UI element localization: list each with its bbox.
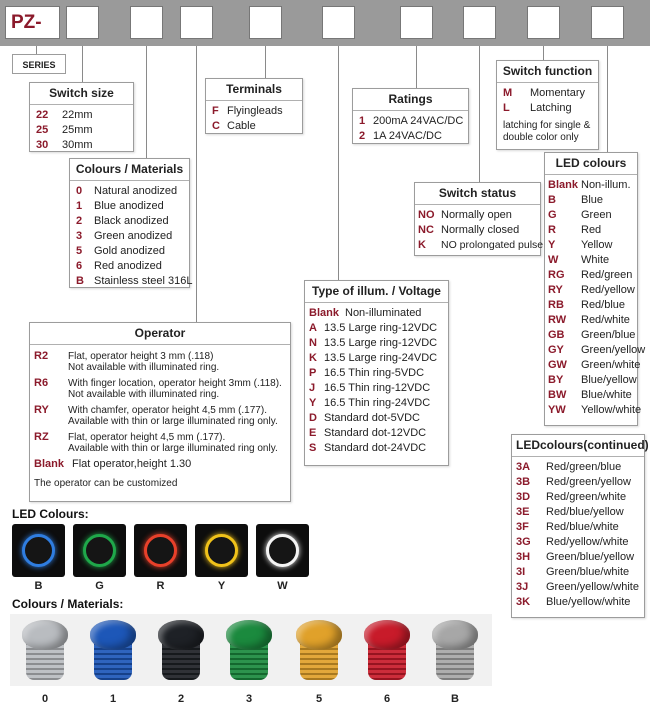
operator-title: Operator (30, 323, 290, 345)
code-box-operator (180, 6, 213, 39)
list-item: C Cable (212, 120, 256, 132)
knob-red (364, 620, 410, 682)
material-label: 3 (245, 693, 253, 705)
knob-cap-icon (432, 620, 478, 650)
material-label: B (451, 693, 459, 705)
list-item: G Green (548, 209, 612, 221)
switch-size-card (29, 82, 134, 152)
list-item: GW Green/white (548, 359, 641, 371)
code-box-size (66, 6, 99, 39)
code-box-function (527, 6, 560, 39)
list-item: Y Yellow (548, 239, 613, 251)
materials-section-title: Colours / Materials: (12, 597, 124, 611)
list-item: 3H Green/blue/yellow (516, 551, 635, 563)
list-item: E Standard dot-12VDC (309, 427, 427, 439)
connector-terminals (265, 46, 266, 78)
list-item: M Momentary (503, 87, 586, 99)
series-label: SERIES (12, 54, 66, 74)
led-label: B (34, 580, 43, 592)
list-item: NO Normally open (418, 209, 512, 221)
knob-cap-icon (22, 620, 68, 650)
list-item: 3A Red/green/blue (516, 461, 622, 473)
list-item: J 16.5 Thin ring-12VDC (309, 382, 431, 394)
list-item: Blank Flat operator,height 1.30 (34, 458, 192, 470)
list-item: 3B Red/green/yellow (516, 476, 631, 488)
code-box-terminals (249, 6, 282, 39)
list-item: 3G Red/yellow/white (516, 536, 629, 548)
operator-note: The operator can be customized (34, 478, 178, 489)
code-box-illumination (322, 6, 355, 39)
list-item: N 13.5 Large ring-12VDC (309, 337, 438, 349)
led-swatch-green (73, 524, 126, 577)
list-item: RY With chamfer, operator height 4,5 mm (.177). Available with thin or large illuminated ring only. (34, 404, 278, 427)
list-item: 3J Green/yellow/white (516, 581, 639, 593)
list-item: K NO prolongated pulse (418, 239, 544, 251)
connector-function (543, 46, 544, 60)
led-colours-card (544, 152, 646, 426)
list-item: W White (548, 254, 610, 266)
list-item: YW Yellow/white (548, 404, 642, 416)
code-box-led (591, 6, 624, 39)
led-colours-section-title: LED Colours: (12, 507, 89, 521)
list-item: R2 Flat, operator height 3 mm (.118) Not available with illuminated ring. (34, 350, 220, 373)
list-item: BW Blue/white (548, 389, 632, 401)
knob-blue (90, 620, 136, 682)
led-label: G (95, 580, 104, 592)
list-item: 30 30mm (36, 139, 93, 151)
list-item: NC Normally closed (418, 224, 520, 236)
list-item: RG Red/green (548, 269, 633, 281)
ratings-title: Ratings (353, 89, 468, 111)
list-item: 6 Red anodized (76, 260, 162, 272)
switch-size-title: Switch size (30, 83, 133, 105)
list-item: GY Green/yellow (548, 344, 646, 356)
list-item: F Flyingleads (212, 105, 283, 117)
terminals-card (205, 78, 303, 134)
list-item: 25 25mm (36, 124, 93, 136)
list-item: Blank Non-illum. (548, 179, 631, 191)
material-label: 6 (383, 693, 391, 705)
knob-cap-icon (226, 620, 272, 650)
led-label: R (156, 580, 165, 592)
list-item: R Red (548, 224, 602, 236)
list-item: RY Red/yellow (548, 284, 635, 296)
list-item: 3 Green anodized (76, 230, 173, 242)
list-item: 1 200mA 24VAC/DC (359, 115, 464, 127)
led-swatch-yellow (195, 524, 248, 577)
ratings-card (352, 88, 469, 144)
list-item: 22 22mm (36, 109, 93, 121)
list-item: D Standard dot-5VDC (309, 412, 420, 424)
list-item: 2 Black anodized (76, 215, 169, 227)
led-ring-icon (205, 534, 238, 567)
list-item: K 13.5 Large ring-24VDC (309, 352, 438, 364)
material-label: 2 (177, 693, 185, 705)
switch-status-card (414, 182, 544, 256)
list-item: 2 1A 24VAC/DC (359, 130, 442, 142)
connector-operator (196, 46, 197, 322)
code-box-colour (130, 6, 163, 39)
knob-black (158, 620, 204, 682)
led-ring-icon (22, 534, 55, 567)
list-item: B Blue (548, 194, 604, 206)
list-item: 3E Red/blue/yellow (516, 506, 624, 518)
list-item: RZ Flat, operator height 4,5 mm (.177). Available with thin or large illuminated ring only. (34, 431, 278, 454)
connector-colour (146, 46, 147, 158)
led-swatch-white (256, 524, 309, 577)
material-label: 0 (41, 693, 49, 705)
list-item: 3I Green/blue/white (516, 566, 630, 578)
led-colours-continued-card (511, 434, 649, 618)
materials-panel (10, 614, 492, 686)
led-swatch-red (134, 524, 187, 577)
material-label: 1 (109, 693, 117, 705)
led-label: W (277, 580, 288, 592)
knob-cap-icon (90, 620, 136, 650)
illumination-card (304, 280, 449, 466)
led-colours-title: LED colours (545, 153, 637, 175)
led-ring-icon (266, 534, 299, 567)
terminals-title: Terminals (206, 79, 302, 101)
led-label: Y (217, 580, 226, 592)
led-ring-icon (144, 534, 177, 567)
list-item: GB Green/blue (548, 329, 636, 341)
colours-materials-card (69, 158, 193, 288)
list-item: Y 16.5 Thin ring-24VDC (309, 397, 431, 409)
knob-cap-icon (296, 620, 342, 650)
connector-series (36, 46, 37, 54)
list-item: 3D Red/green/white (516, 491, 627, 503)
colours-materials-title: Colours / Materials (70, 159, 189, 181)
connector-led (607, 46, 608, 152)
code-box-ratings (400, 6, 433, 39)
list-item: Blank Non-illuminated (309, 307, 422, 319)
list-item: 1 Blue anodized (76, 200, 164, 212)
switch-function-note-1: latching for single & (503, 120, 591, 131)
knob-cap-icon (364, 620, 410, 650)
illumination-title: Type of illum. / Voltage (305, 281, 448, 303)
list-item: 0 Natural anodized (76, 185, 178, 197)
list-item: S Standard dot-24VDC (309, 442, 427, 454)
knob-stainless (432, 620, 478, 682)
knob-natural (22, 620, 68, 682)
switch-status-title: Switch status (415, 183, 540, 205)
code-prefix: PZ- (5, 6, 60, 39)
list-item: 3K Blue/yellow/white (516, 596, 631, 608)
led-ring-icon (83, 534, 116, 567)
list-item: R6 With finger location, operator height 3mm (.118). Not available with illuminated ring. (34, 377, 282, 400)
list-item: RW Red/white (548, 314, 630, 326)
list-item: B Stainless steel 316L (76, 275, 193, 287)
list-item: A 13.5 Large ring-12VDC (309, 322, 438, 334)
connector-status (479, 46, 480, 182)
switch-function-card (496, 60, 599, 150)
knob-gold (296, 620, 342, 682)
list-item: L Latching (503, 102, 572, 114)
knob-green (226, 620, 272, 682)
led-colours-continued-title: LEDcolours(continued) (512, 435, 644, 457)
list-item: 3F Red/blue/white (516, 521, 619, 533)
connector-illumination (338, 46, 339, 280)
knob-cap-icon (158, 620, 204, 650)
switch-function-title: Switch function (497, 61, 598, 83)
led-swatch-blue (12, 524, 65, 577)
list-item: RB Red/blue (548, 299, 626, 311)
material-label: 5 (315, 693, 323, 705)
operator-card (29, 322, 291, 502)
list-item: BY Blue/yellow (548, 374, 637, 386)
list-item: P 16.5 Thin ring-5VDC (309, 367, 425, 379)
connector-size (82, 46, 83, 82)
code-box-status (463, 6, 496, 39)
switch-function-note-2: double color only (503, 132, 579, 143)
list-item: 5 Gold anodized (76, 245, 165, 257)
connector-ratings (416, 46, 417, 88)
